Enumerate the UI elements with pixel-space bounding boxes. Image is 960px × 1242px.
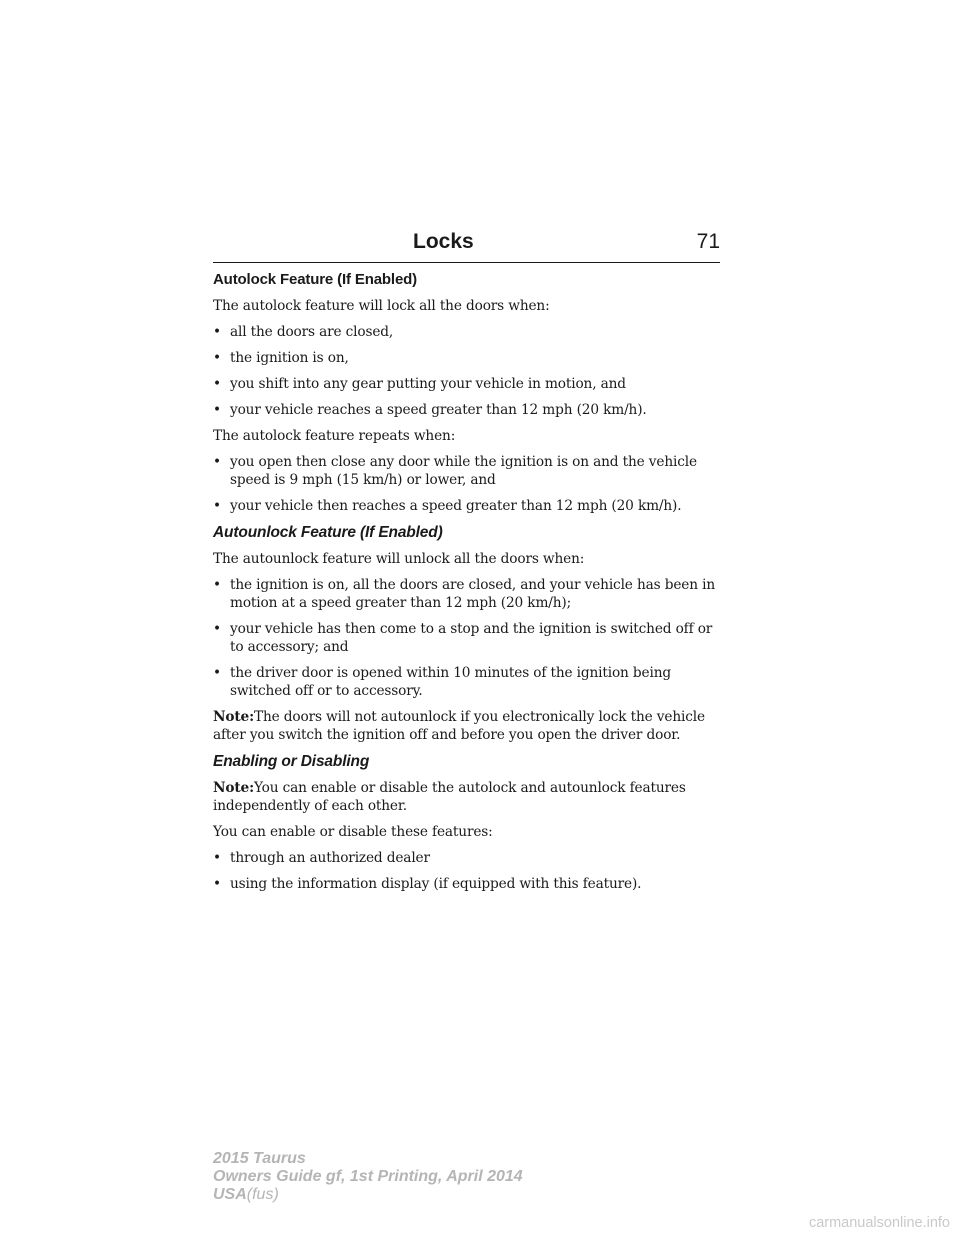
bullet-icon: • [213,876,221,892]
note-label: Note: [213,709,254,725]
bullet-icon: • [213,498,221,514]
autolock-repeat-list [213,453,721,515]
list-item: • the ignition is on, [213,350,349,366]
bullet-icon: • [213,324,221,340]
autolock-repeat-intro: The autolock feature repeats when: [213,428,456,444]
bullet-icon: • [213,402,221,418]
list-item: • through an authorized dealer [213,850,430,866]
note-text: You can enable or disable the autolock and autounlock features independently of each other. [213,780,686,814]
footer-model: 2015 Taurus [213,1150,306,1167]
note-text: The doors will not autounlock if you electronically lock the vehicle after you switch the ignition off and before you open the driver door. [213,709,705,743]
autounlock-list [213,576,721,700]
document-footer [213,1150,523,1204]
list-item: • the driver door is opened within 10 minutes of the ignition being switched off or to accessory. [213,665,671,699]
bullet-icon: • [213,850,221,866]
page-header [213,228,720,263]
bullet-icon: • [213,577,221,593]
list-item: • the ignition is on, all the doors are closed, and your vehicle has been in motion at a speed greater than 12 mph (20 km/h); [213,577,715,611]
page-content [213,270,721,901]
section-title: Locks [413,230,474,253]
autounlock-heading: Autounlock Feature (If Enabled) [213,524,443,541]
list-item: • your vehicle has then come to a stop and the ignition is switched off or to accessory; and [213,621,713,655]
list-item: • using the information display (if equipped with this feature). [213,876,642,892]
list-item: • your vehicle reaches a speed greater than 12 mph (20 km/h). [213,402,647,418]
bullet-icon: • [213,454,221,470]
autolock-list [213,323,721,419]
bullet-icon: • [213,621,221,637]
autounlock-intro: The autounlock feature will unlock all the doors when: [213,551,585,567]
list-item: • you open then close any door while the ignition is on and the vehicle speed is 9 mph (15 km/h) or lower, and [213,454,697,488]
list-item: • your vehicle then reaches a speed greater than 12 mph (20 km/h). [213,498,682,514]
enabling-heading: Enabling or Disabling [213,753,370,770]
list-item: • you shift into any gear putting your vehicle in motion, and [213,376,626,392]
bullet-icon: • [213,665,221,681]
list-item: • all the doors are closed, [213,324,394,340]
autounlock-note [213,708,721,744]
page-number: 71 [696,230,720,253]
autolock-intro: The autolock feature will lock all the doors when: [213,298,550,314]
watermark: carmanualsonline.info [808,1215,950,1231]
bullet-icon: • [213,350,221,366]
footer-region: USA(fus) [213,1186,279,1203]
enabling-intro: You can enable or disable these features: [213,824,493,840]
autolock-heading: Autolock Feature (If Enabled) [213,271,418,288]
footer-edition: Owners Guide gf, 1st Printing, April 2014 [213,1168,523,1185]
enabling-note [213,779,721,815]
note-label: Note: [213,780,254,796]
enabling-list [213,849,721,893]
bullet-icon: • [213,376,221,392]
